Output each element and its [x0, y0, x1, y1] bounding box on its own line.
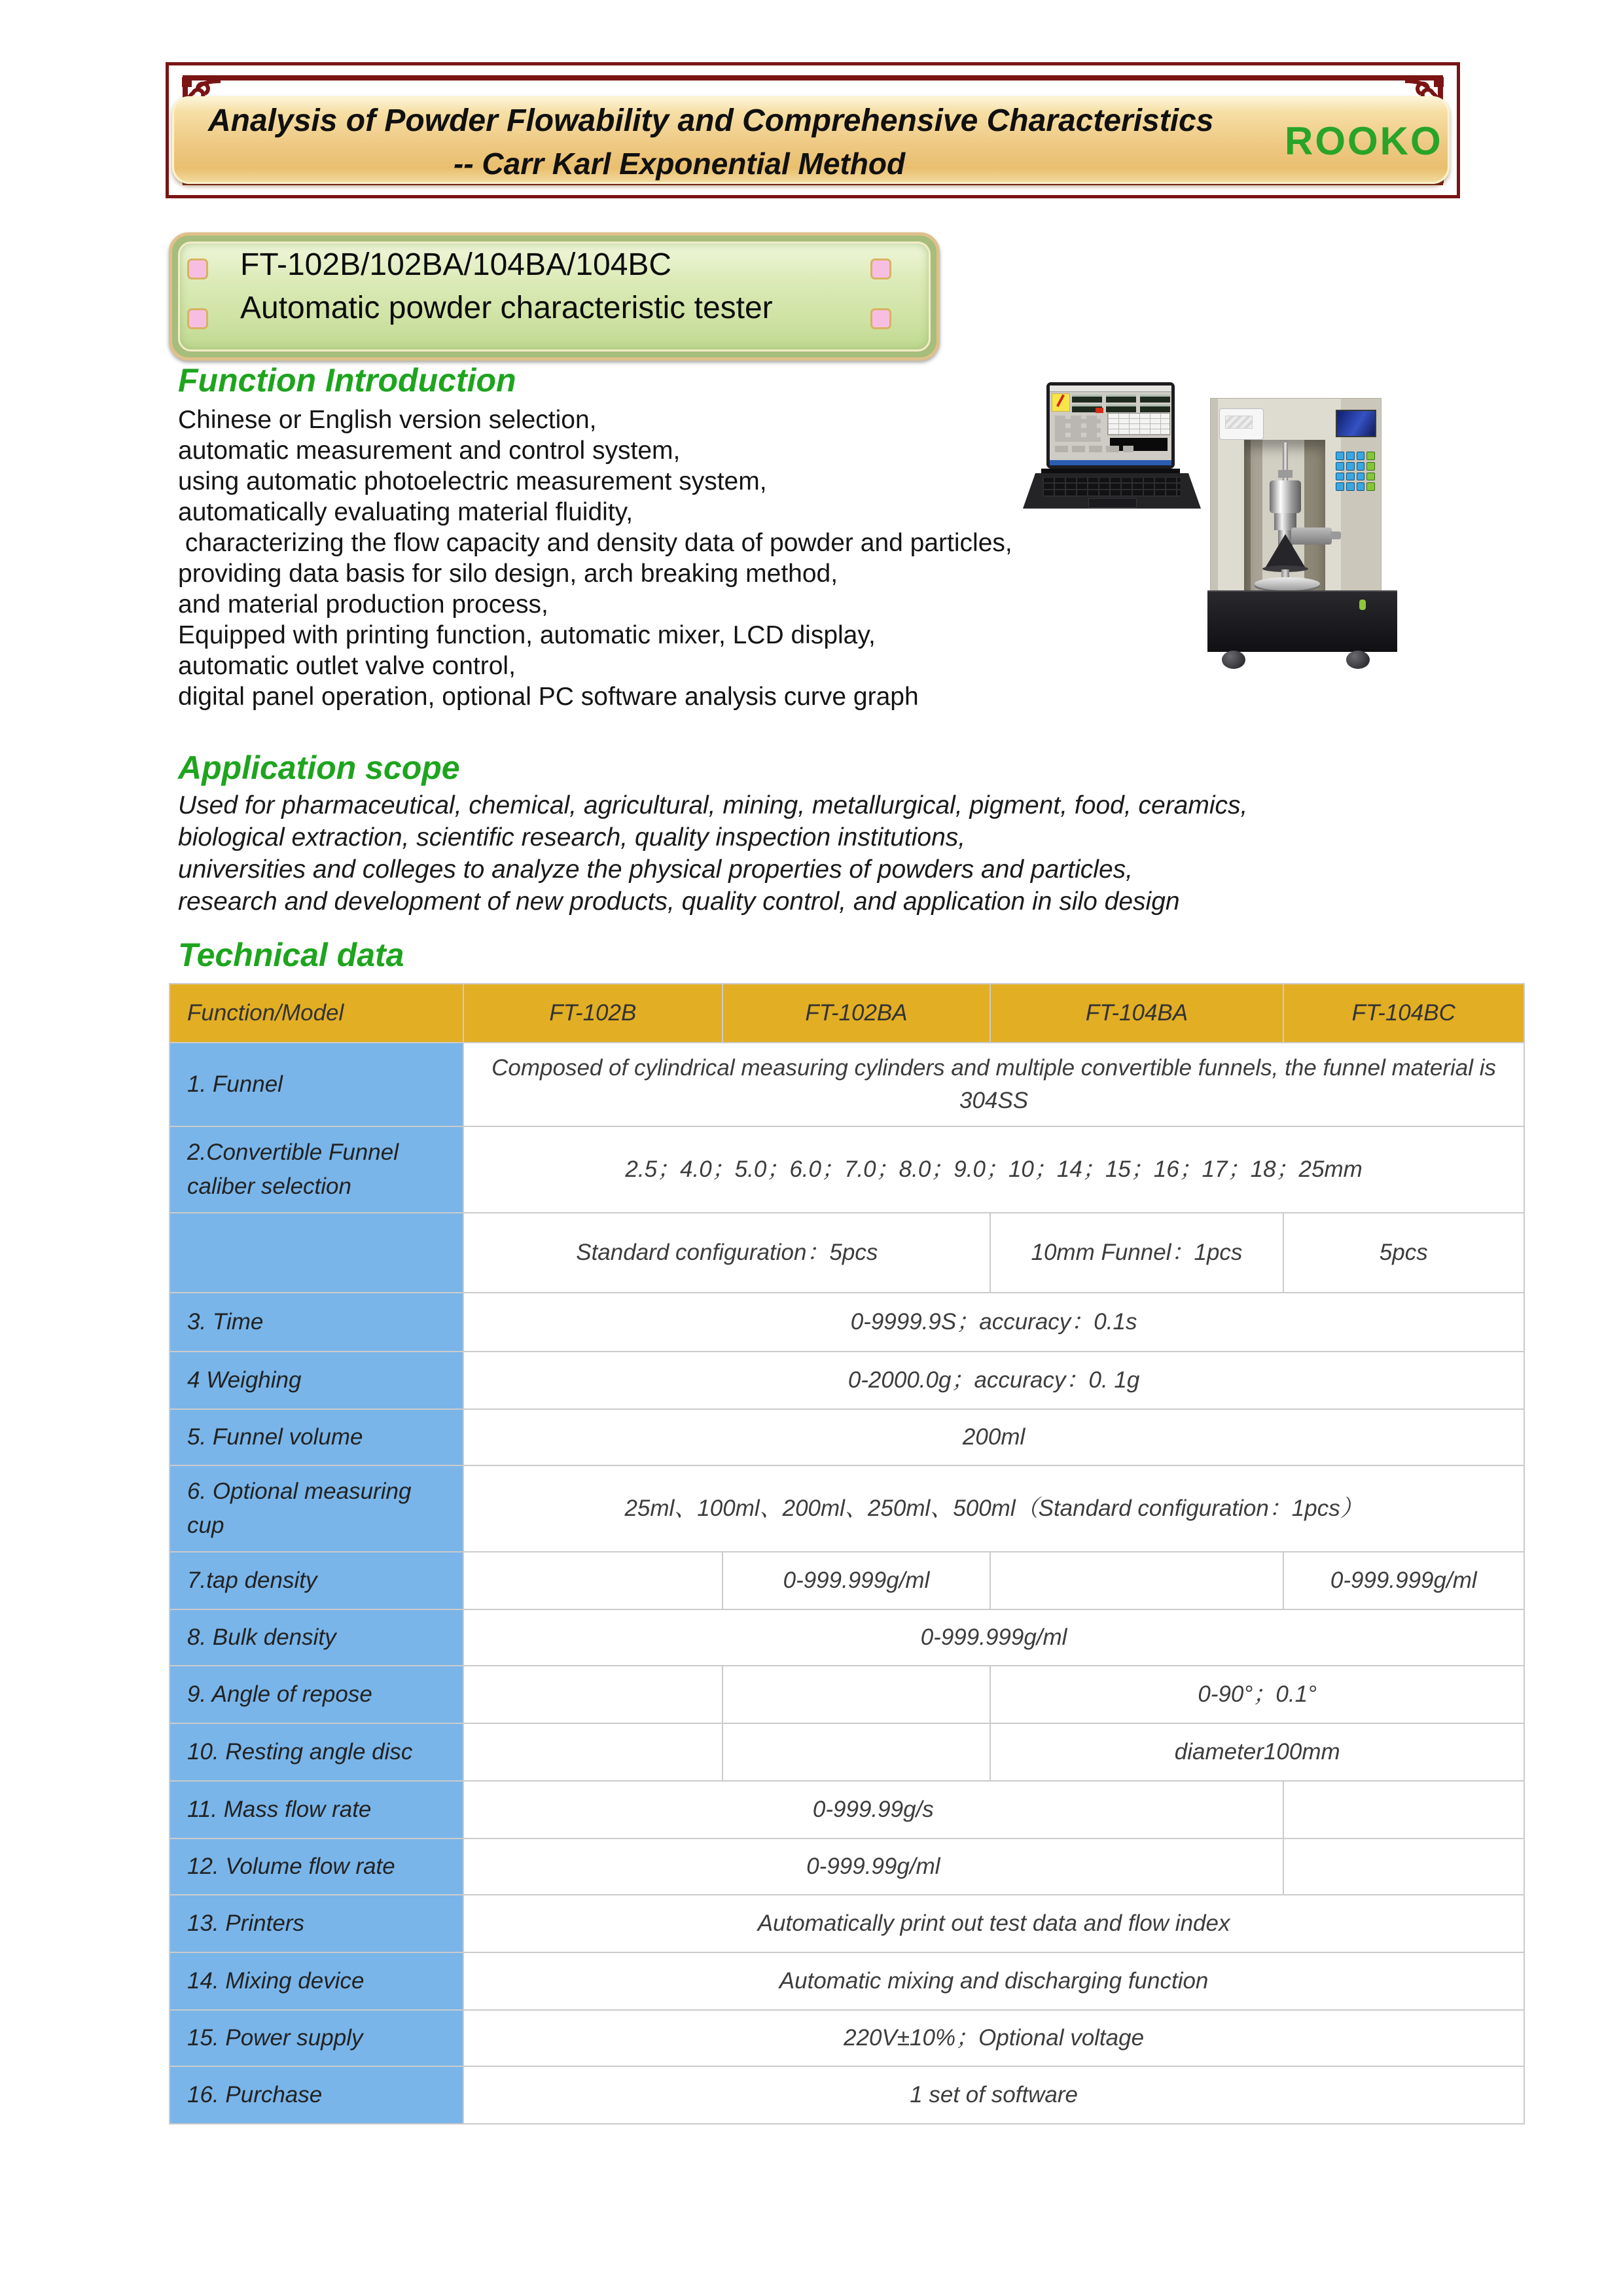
text-line: using automatic photoelectric measurement system, — [178, 467, 767, 495]
row-label: 2.Convertible Funnel caliber selection — [169, 1126, 463, 1213]
row-value: Composed of cylindrical measuring cylinders and multiple convertible funnels, the funnel material is 304SS — [463, 1043, 1524, 1126]
banner-title: Analysis of Powder Flowability and Comprehensive Characteristics — [208, 103, 1214, 138]
machine-funnel-cylinder — [1270, 480, 1301, 513]
software-buttons — [1055, 416, 1101, 442]
laptop-keyboard — [1023, 473, 1201, 509]
table-row-tap-density — [169, 1552, 1524, 1609]
keypad-key — [1346, 452, 1355, 460]
text-line: automatic outlet valve control, — [178, 652, 516, 680]
software-field — [1106, 395, 1136, 403]
table-row-printers — [169, 1895, 1524, 1952]
row-value: 1 set of software — [463, 2066, 1524, 2124]
machine-foot — [1346, 651, 1370, 669]
banner-subtitle: -- Carr Karl Exponential Method — [454, 147, 906, 181]
row-label-empty — [169, 1213, 463, 1293]
row-value: Automatic mixing and discharging function — [463, 1952, 1524, 2010]
row-value: 0-999.999g/ml — [463, 1609, 1524, 1666]
row-value: 220V±10%；Optional voltage — [463, 2010, 1524, 2066]
flag-icon — [1096, 408, 1103, 413]
function-introduction-heading: Function Introduction — [178, 362, 516, 399]
text-line: and material production process, — [178, 590, 548, 619]
text-line: Chinese or English version selection, — [178, 406, 597, 434]
table-row-purchase — [169, 2066, 1524, 2124]
laptop-hinge — [1041, 469, 1180, 473]
powder-tester-image — [1207, 397, 1397, 670]
keypad-key — [1346, 462, 1355, 471]
text-line: Equipped with printing function, automatic mixer, LCD display, — [178, 621, 876, 649]
row-value: 25ml、100ml、200ml、250ml、500ml（Standard configuration：1pcs） — [463, 1465, 1524, 1552]
text-line: automatic measurement and control system, — [178, 437, 681, 465]
keypad-key — [1366, 462, 1375, 471]
laptop-screen — [1046, 382, 1175, 469]
keypad-key — [1336, 473, 1344, 481]
row-value: Automatically print out test data and flow index — [463, 1895, 1524, 1952]
empty-cell — [463, 1552, 722, 1609]
table-row-measuring-cup — [169, 1465, 1524, 1552]
corner-pin — [870, 308, 891, 329]
machine-printer — [1219, 408, 1264, 440]
row-value: 200ml — [463, 1409, 1524, 1465]
row-label: 8. Bulk density — [169, 1609, 463, 1666]
empty-cell — [990, 1552, 1283, 1609]
row-label: 3. Time — [169, 1293, 463, 1352]
empty-cell — [722, 1723, 991, 1781]
software-field — [1140, 404, 1170, 412]
product-name: Automatic powder characteristic tester — [240, 291, 773, 325]
table-row-bulk-density — [169, 1609, 1524, 1666]
row-label: 12. Volume flow rate — [169, 1839, 463, 1895]
empty-cell — [463, 1723, 722, 1781]
software-menubar — [1050, 386, 1171, 392]
row-value-5pcs: 5pcs — [1283, 1213, 1524, 1293]
table-row-weighing — [169, 1352, 1524, 1409]
keypad-key — [1336, 482, 1344, 491]
text-line: providing data basis for silo design, arch breaking method, — [178, 560, 838, 588]
table-row-time — [169, 1293, 1524, 1352]
empty-cell — [463, 1666, 722, 1723]
corner-pin — [187, 259, 208, 279]
header-banner — [166, 62, 1460, 198]
header-function-model: Function/Model — [169, 984, 463, 1043]
row-label: 16. Purchase — [169, 2066, 463, 2124]
row-value-10mm-funnel: 10mm Funnel：1pcs — [990, 1213, 1283, 1293]
row-label: 1. Funnel — [169, 1043, 463, 1126]
row-value: 0-999.999g/ml — [1283, 1552, 1524, 1609]
header-ft-102ba: FT-102BA — [722, 984, 991, 1043]
row-value: 0-999.999g/ml — [722, 1552, 991, 1609]
table-row-resting-disc — [169, 1723, 1524, 1781]
row-label: 9. Angle of repose — [169, 1666, 463, 1723]
header-ft-104ba: FT-104BA — [990, 984, 1283, 1043]
table-row-power — [169, 2010, 1524, 2066]
table-row-angle-repose — [169, 1666, 1524, 1723]
software-field — [1140, 395, 1170, 403]
row-label: 4 Weighing — [169, 1352, 463, 1409]
laptop-software-window — [1050, 386, 1171, 465]
keypad-key — [1346, 473, 1355, 481]
machine-keypad — [1336, 452, 1375, 491]
row-label: 7.tap density — [169, 1552, 463, 1609]
software-chart-grid — [1107, 413, 1170, 435]
machine-power-led — [1359, 600, 1366, 610]
software-field — [1106, 404, 1136, 412]
machine-pedestal-disc — [1255, 577, 1320, 590]
text-line: research and development of new products, quality control, and application in silo design — [178, 888, 1180, 916]
empty-cell — [1283, 1839, 1524, 1895]
keypad-key — [1357, 462, 1365, 471]
corner-pin — [187, 308, 208, 329]
keypad-key — [1346, 482, 1355, 491]
keypad-key — [1366, 482, 1375, 491]
software-field — [1072, 395, 1102, 403]
machine-collar — [1278, 470, 1293, 478]
keypad-key — [1336, 462, 1344, 471]
keypad-key — [1366, 452, 1375, 460]
machine-powder-cone — [1265, 534, 1306, 568]
empty-cell — [722, 1666, 991, 1723]
keypad-key — [1357, 482, 1365, 491]
function-introduction-text — [178, 404, 1012, 712]
header-ft-104bc: FT-104BC — [1283, 984, 1524, 1043]
row-value: diameter100mm — [990, 1723, 1524, 1781]
row-value: 0-9999.9S；accuracy：0.1s — [463, 1293, 1524, 1352]
brand-logo: ROOKO — [1285, 119, 1443, 163]
machine-lcd-screen — [1336, 410, 1376, 437]
text-line: automatically evaluating material fluidity, — [178, 498, 633, 526]
row-label: 6. Optional measuring cup — [169, 1465, 463, 1552]
row-label: 13. Printers — [169, 1895, 463, 1952]
machine-clamp-knob — [1330, 531, 1341, 539]
row-label: 5. Funnel volume — [169, 1409, 463, 1465]
laptop-trackpad — [1088, 498, 1137, 508]
text-line: biological extraction, scientific research, quality inspection institutions, — [178, 823, 966, 852]
row-label: 10. Resting angle disc — [169, 1723, 463, 1781]
keypad-key — [1357, 452, 1365, 460]
table-header-row — [169, 984, 1524, 1043]
keypad-key — [1336, 452, 1344, 460]
application-scope-text — [178, 789, 1247, 918]
laptop-keys — [1043, 477, 1181, 497]
row-value-standard: Standard configuration：5pcs — [463, 1213, 990, 1293]
machine-foot — [1222, 651, 1245, 669]
banner-gold-plate — [172, 96, 1450, 184]
row-value: 0-999.99g/s — [463, 1781, 1283, 1839]
product-title-panel — [178, 242, 931, 351]
row-label: 15. Power supply — [169, 2010, 463, 2066]
table-row-mass-flow — [169, 1781, 1524, 1839]
application-scope-heading: Application scope — [178, 749, 460, 786]
corner-pin — [870, 259, 891, 279]
software-button-row — [1055, 446, 1133, 452]
laptop-image — [1023, 382, 1201, 511]
table-row-mixing — [169, 1952, 1524, 2010]
keypad-key — [1366, 473, 1375, 481]
product-models: FT-102B/102BA/104BA/104BC — [240, 247, 672, 282]
row-value: 2.5；4.0；5.0；6.0；7.0；8.0；9.0；10；14；15；16；17；18；25mm — [463, 1126, 1524, 1213]
text-line: universities and colleges to analyze the physical properties of powders and particles, — [178, 855, 1133, 884]
row-value: 0-999.99g/ml — [463, 1839, 1283, 1895]
table-row-caliber — [169, 1126, 1524, 1213]
software-taskbar — [1050, 460, 1171, 465]
software-logo — [1052, 393, 1070, 412]
text-line: digital panel operation, optional PC software analysis curve graph — [178, 683, 919, 711]
text-line: Used for pharmaceutical, chemical, agricultural, mining, metallurgical, pigment, food, ceramics, — [178, 791, 1248, 819]
header-ft-102b: FT-102B — [463, 984, 722, 1043]
machine-base — [1207, 590, 1397, 652]
row-value: 0-2000.0g；accuracy：0. 1g — [463, 1352, 1524, 1409]
technical-data-heading: Technical data — [178, 937, 404, 973]
product-title-box — [169, 232, 940, 361]
text-line: characterizing the flow capacity and density data of powder and particles, — [178, 529, 1012, 557]
empty-cell — [1283, 1781, 1524, 1839]
table-row-caliber-config — [169, 1213, 1524, 1293]
table-row-funnel — [169, 1043, 1524, 1126]
table-row-funnel-volume — [169, 1409, 1524, 1465]
keypad-key — [1357, 473, 1365, 481]
technical-data-table — [169, 983, 1525, 2125]
table-row-volume-flow — [169, 1839, 1524, 1895]
row-label: 11. Mass flow rate — [169, 1781, 463, 1839]
row-label: 14. Mixing device — [169, 1952, 463, 2010]
row-value: 0-90°；0.1° — [990, 1666, 1524, 1723]
